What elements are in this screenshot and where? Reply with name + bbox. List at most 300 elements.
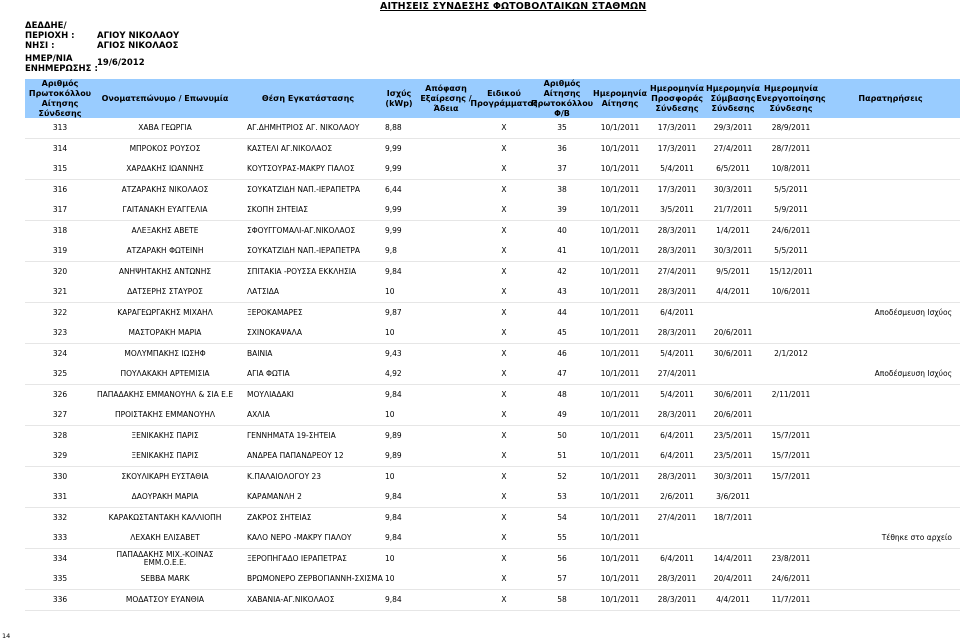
cell-fb-no: 57 (557, 573, 567, 583)
cell-location: ΚΟΥΤΣΟΥΡΑΣ-ΜΑΚΡΥ ΓΙΑΛΟΣ (247, 163, 355, 173)
cell-fb-no: 43 (557, 286, 567, 296)
cell-decision (417, 467, 475, 487)
cell-date-contract: 4/4/2011 (716, 286, 750, 296)
cell-decision (417, 385, 475, 405)
cell-decision (417, 303, 475, 323)
cell-power: 10 (385, 573, 395, 583)
cell-notes (821, 385, 960, 405)
cell-name: ΜΠΡΟΚΟΣ ΡΟΥΣΟΣ (129, 143, 201, 153)
cell-decision (417, 282, 475, 302)
table-row (25, 528, 960, 548)
col-name-header: Ονοματεπώνυμο / Επωνυμία (101, 93, 229, 103)
cell-date-contract (705, 303, 761, 323)
cell-date-activation: 10/8/2011 (771, 163, 811, 173)
cell-power: 9,89 (385, 430, 402, 440)
cell-program: Χ (501, 368, 507, 378)
table-header (25, 79, 960, 118)
cell-date-request: 10/1/2011 (600, 204, 640, 214)
cell-date-request: 10/1/2011 (600, 471, 640, 481)
cell-date-request: 10/1/2011 (600, 409, 640, 419)
cell-notes (821, 221, 960, 241)
cell-name: ΑΤΖΑΡΑΚΗΣ ΝΙΚΟΛΑΟΣ (121, 184, 209, 194)
cell-request-no: 330 (52, 471, 68, 481)
cell-location: ΞΕΡΟΠΗΓΑΔΟ ΙΕΡΑΠΕΤΡΑΣ (247, 553, 347, 563)
cell-date-request: 10/1/2011 (600, 327, 640, 337)
cell-date-request: 10/1/2011 (600, 430, 640, 440)
cell-date-contract: 20/6/2011 (713, 409, 753, 419)
cell-date-activation: 15/7/2011 (771, 471, 811, 481)
cell-date-contract: 27/4/2011 (713, 143, 753, 153)
cell-location: ΒΡΩΜΟΝΕΡΟ ΖΕΡΒΟΓΙΑΝΝΗ-ΣΧΙΣΜΑ (247, 573, 383, 583)
cell-request-no: 321 (52, 286, 68, 296)
cell-date-contract: 1/4/2011 (716, 225, 750, 235)
cell-location: ΓΕΝΝΗΜΑΤΑ 19-ΣΗΤΕΙΑ (247, 430, 336, 440)
cell-date-offer: 28/3/2011 (657, 471, 697, 481)
cell-name: ΞΕΝΙΚΑΚΗΣ ΠΑΡΙΣ (131, 450, 199, 460)
cell-notes (821, 569, 960, 589)
col-location-header: Θέση Εγκατάστασης (261, 93, 355, 103)
cell-date-request: 10/1/2011 (600, 573, 640, 583)
cell-decision (417, 508, 475, 528)
cell-date-activation (761, 528, 821, 548)
cell-date-contract: 4/4/2011 (716, 594, 750, 604)
cell-date-request: 10/1/2011 (600, 163, 640, 173)
cell-name: ΧΑΡΔΑΚΗΣ ΙΩΑΝΝΗΣ (126, 163, 204, 173)
cell-date-activation: 2/1/2012 (774, 348, 808, 358)
cell-request-no: 323 (52, 327, 68, 337)
cell-date-contract: 20/6/2011 (713, 327, 753, 337)
table-row (25, 200, 960, 220)
table-row (25, 221, 960, 241)
cell-location: ΑΓΙΑ ΦΩΤΙΑ (247, 368, 290, 378)
cell-date-request: 10/1/2011 (600, 512, 640, 522)
cell-date-request: 10/1/2011 (600, 348, 640, 358)
cell-location: ΑΧΛΙΑ (247, 409, 270, 419)
cell-date-activation: 5/5/2011 (774, 245, 808, 255)
nisi-label: ΝΗΣΙ : (25, 41, 55, 51)
cell-decision (417, 364, 475, 384)
cell-date-activation: 24/6/2011 (771, 225, 811, 235)
table-row (25, 569, 960, 589)
col-power-header: Ισχύς (kWp) (385, 88, 413, 108)
cell-date-offer: 3/5/2011 (660, 204, 694, 214)
cell-program: Χ (501, 389, 507, 399)
cell-date-offer (649, 528, 705, 548)
cell-name: ΔΑΟΥΡΑΚΗ ΜΑΡΙΑ (131, 491, 199, 501)
cell-name: ΠΡΟΙΣΤΑΚΗΣ ΕΜΜΑΝΟΥΗΛ (114, 409, 216, 419)
cell-fb-no: 45 (557, 327, 567, 337)
cell-power: 9,99 (385, 225, 402, 235)
table-row (25, 446, 960, 466)
cell-request-no: 313 (52, 122, 68, 132)
cell-program: Χ (501, 122, 507, 132)
cell-program: Χ (501, 491, 507, 501)
cell-program: Χ (501, 184, 507, 194)
cell-program: Χ (501, 348, 507, 358)
cell-location: Κ.ΠΑΛΑΙΟΛΟΓΟΥ 23 (247, 471, 322, 481)
cell-date-request: 10/1/2011 (600, 532, 640, 542)
cell-program: Χ (501, 471, 507, 481)
col-date-request-header: Ημερομηνία Αίτησης (593, 88, 647, 108)
cell-date-activation (761, 487, 821, 507)
col-request-no-header: Αριθμός Πρωτοκόλλου Αίτησης Σύνδεσης (28, 78, 92, 118)
cell-request-no: 334 (52, 553, 68, 563)
cell-location: ΑΓ.ΔΗΜΗΤΡΙΟΣ ΑΓ. ΝΙΚΟΛΑΟΥ (247, 122, 360, 132)
cell-request-no: 333 (52, 532, 68, 542)
cell-program: Χ (501, 553, 507, 563)
table-row (25, 590, 960, 610)
cell-date-activation: 10/6/2011 (771, 286, 811, 296)
cell-date-offer: 28/3/2011 (657, 409, 697, 419)
cell-name: ΠΑΠΑΔΑΚΗΣ ΕΜΜΑΝΟΥΗΛ & ΣΙΑ Ε.Ε (96, 389, 234, 399)
cell-date-request: 10/1/2011 (600, 491, 640, 501)
cell-power: 4,92 (385, 368, 402, 378)
cell-power: 9,99 (385, 163, 402, 173)
cell-request-no: 332 (52, 512, 68, 522)
cell-date-offer: 28/3/2011 (657, 573, 697, 583)
cell-notes (821, 487, 960, 507)
cell-request-no: 317 (52, 204, 68, 214)
table-row (25, 282, 960, 302)
cell-name: ΜΟΔΑΤΣΟΥ ΕΥΑΝΘΙΑ (125, 594, 205, 604)
cell-decision (417, 241, 475, 261)
cell-date-request: 10/1/2011 (600, 450, 640, 460)
cell-fb-no: 36 (557, 143, 567, 153)
cell-date-contract: 23/5/2011 (713, 430, 753, 440)
col-date-offer-header: Ημερομηνία Προσφοράς Σύνδεσης (650, 83, 704, 113)
cell-date-request: 10/1/2011 (600, 389, 640, 399)
cell-date-offer: 17/3/2011 (657, 143, 697, 153)
col-fb-no-header: Αριθμός Αίτησης Πρωτοκόλλου Φ/Β (530, 78, 594, 118)
cell-date-activation (761, 303, 821, 323)
cell-notes (821, 262, 960, 282)
cell-name: ΔΑΤΣΕΡΗΣ ΣΤΑΥΡΟΣ (127, 286, 203, 296)
periochi-label: ΠΕΡΙΟΧΗ : (25, 31, 75, 41)
cell-date-activation: 28/9/2011 (771, 122, 811, 132)
cell-date-activation: 15/7/2011 (771, 450, 811, 460)
cell-power: 10 (385, 471, 395, 481)
cell-name: ΜΑΣΤΟΡΑΚΗ ΜΑΡΙΑ (128, 327, 202, 337)
cell-notes (821, 241, 960, 261)
cell-fb-no: 49 (557, 409, 567, 419)
cell-name: ΣΚΟΥΛΙΚΑΡΗ ΕΥΣΤΑΘΙΑ (121, 471, 209, 481)
cell-request-no: 319 (52, 245, 68, 255)
cell-date-contract: 30/6/2011 (713, 348, 753, 358)
table-row (25, 467, 960, 487)
cell-date-request: 10/1/2011 (600, 184, 640, 194)
col-program-header: Ειδικού Προγράμματος (470, 88, 538, 108)
cell-program: Χ (501, 163, 507, 173)
cell-request-no: 320 (52, 266, 68, 276)
cell-power: 9,43 (385, 348, 402, 358)
cell-program: Χ (501, 266, 507, 276)
cell-power: 6,44 (385, 184, 402, 194)
cell-name: ΜΟΛΥΜΠΑΚΗΣ ΙΩΣΗΦ (124, 348, 206, 358)
cell-request-no: 318 (52, 225, 68, 235)
cell-date-activation: 11/7/2011 (771, 594, 811, 604)
cell-power: 8,88 (385, 122, 402, 132)
cell-fb-no: 52 (557, 471, 567, 481)
cell-date-request: 10/1/2011 (600, 122, 640, 132)
col-decision-header: Απόφαση Εξαίρεσης / Άδεια (420, 83, 472, 113)
cell-program: Χ (501, 327, 507, 337)
table-row (25, 262, 960, 282)
cell-date-request: 10/1/2011 (600, 225, 640, 235)
table-row (25, 303, 960, 323)
cell-program: Χ (501, 594, 507, 604)
cell-notes (821, 282, 960, 302)
cell-name: ΓΑΙΤΑΝΑΚΗ ΕΥΑΓΓΕΛΙΑ (122, 204, 208, 214)
cell-request-no: 324 (52, 348, 68, 358)
cell-request-no: 316 (52, 184, 68, 194)
cell-date-offer: 6/4/2011 (660, 307, 694, 317)
cell-request-no: 329 (52, 450, 68, 460)
cell-name: ΚΑΡΑΓΕΩΡΓΑΚΗΣ ΜΙΧΑΗΛ (117, 307, 213, 317)
cell-location: ΣΚΟΠΗ ΣΗΤΕΙΑΣ (247, 204, 309, 214)
cell-notes (821, 590, 960, 610)
cell-date-activation: 23/8/2011 (771, 553, 811, 563)
cell-decision (417, 549, 475, 569)
cell-date-request: 10/1/2011 (600, 245, 640, 255)
cell-decision (417, 180, 475, 200)
cell-power: 9,84 (385, 512, 402, 522)
cell-decision (417, 139, 475, 159)
cell-location: ΚΑΣΤΕΛΙ ΑΓ.ΝΙΚΟΛΑΟΣ (247, 143, 333, 153)
periochi-value: ΑΓΙΟΥ ΝΙΚΟΛΑΟΥ (97, 31, 180, 41)
cell-request-no: 331 (52, 491, 68, 501)
report-title: ΑΙΤΗΣΕΙΣ ΣΥΝΔΕΣΗΣ ΦΩΤΟΒΟΛΤΑΙΚΩΝ ΣΤΑΘΜΩΝ (380, 1, 647, 12)
table-row (25, 344, 960, 364)
cell-date-offer: 17/3/2011 (657, 122, 697, 132)
table-row (25, 323, 960, 343)
cell-decision (417, 528, 475, 548)
cell-name: SEBBA MARK (140, 573, 190, 583)
cell-date-contract: 20/4/2011 (713, 573, 753, 583)
cell-date-activation (761, 364, 821, 384)
cell-location: ΧΑΒΑΝΙΑ-ΑΓ.ΝΙΚΟΛΑΟΣ (247, 594, 335, 604)
cell-notes (821, 467, 960, 487)
col-notes-header: Παρατηρήσεις (858, 93, 923, 103)
cell-decision (417, 262, 475, 282)
cell-date-contract: 9/5/2011 (716, 266, 750, 276)
cell-decision (417, 487, 475, 507)
page-number: 14 (2, 632, 11, 640)
cell-program: Χ (501, 245, 507, 255)
cell-date-offer: 28/3/2011 (657, 594, 697, 604)
cell-notes (821, 446, 960, 466)
cell-date-activation: 15/7/2011 (771, 430, 811, 440)
cell-date-request: 10/1/2011 (600, 307, 640, 317)
cell-program: Χ (501, 204, 507, 214)
cell-request-no: 325 (52, 368, 68, 378)
dede-label: ΔΕΔΔΗΕ/ (25, 21, 67, 31)
cell-request-no: 328 (52, 430, 68, 440)
cell-notes (821, 159, 960, 179)
cell-fb-no: 37 (557, 163, 567, 173)
nisi-value: ΑΓΙΟΣ ΝΙΚΟΛΑΟΣ (97, 41, 179, 51)
cell-date-contract: 18/7/2011 (713, 512, 753, 522)
cell-request-no: 335 (52, 573, 68, 583)
cell-notes: Αποδέσμευση Ισχύος (874, 368, 952, 378)
cell-power: 9,89 (385, 450, 402, 460)
cell-decision (417, 323, 475, 343)
cell-location: ΑΝΔΡΕΑ ΠΑΠΑΝΔΡΕΟΥ 12 (247, 450, 344, 460)
table-row (25, 241, 960, 261)
table-row (25, 549, 960, 569)
cell-date-offer: 28/3/2011 (657, 286, 697, 296)
cell-fb-no: 41 (557, 245, 567, 255)
cell-request-no: 315 (52, 163, 68, 173)
cell-decision (417, 344, 475, 364)
cell-date-request: 10/1/2011 (600, 368, 640, 378)
table-row (25, 139, 960, 159)
date-value: 19/6/2012 (97, 58, 145, 68)
cell-request-no: 322 (52, 307, 68, 317)
cell-notes (821, 118, 960, 138)
cell-power: 9,84 (385, 491, 402, 501)
cell-date-contract: 30/3/2011 (713, 471, 753, 481)
cell-date-offer: 5/4/2011 (660, 163, 694, 173)
cell-location: ΣΠΙΤΑΚΙΑ -ΡΟΥΣΣΑ ΕΚΚΛΗΣΙΑ (247, 266, 357, 276)
row-divider (25, 610, 960, 611)
cell-name: ΑΝΗΨΗΤΑΚΗΣ ΑΝΤΩΝΗΣ (118, 266, 212, 276)
cell-program: Χ (501, 286, 507, 296)
cell-date-offer: 5/4/2011 (660, 389, 694, 399)
table-row (25, 508, 960, 528)
cell-date-activation: 2/11/2011 (771, 389, 811, 399)
cell-power: 9,99 (385, 204, 402, 214)
cell-program: Χ (501, 430, 507, 440)
cell-decision (417, 159, 475, 179)
cell-fb-no: 40 (557, 225, 567, 235)
cell-program: Χ (501, 512, 507, 522)
cell-decision (417, 221, 475, 241)
cell-fb-no: 47 (557, 368, 567, 378)
cell-request-no: 327 (52, 409, 68, 419)
cell-location: ΜΟΥΛΙΑΔΑΚΙ (247, 389, 294, 399)
cell-notes (821, 139, 960, 159)
cell-date-offer: 28/3/2011 (657, 225, 697, 235)
cell-decision (417, 200, 475, 220)
cell-notes: Τέθηκε στο αρχείο (881, 532, 952, 542)
cell-notes (821, 344, 960, 364)
cell-decision (417, 405, 475, 425)
cell-fb-no: 42 (557, 266, 567, 276)
table-row (25, 426, 960, 446)
cell-date-activation: 5/5/2011 (774, 184, 808, 194)
cell-date-contract: 21/7/2011 (713, 204, 753, 214)
cell-power: 9,87 (385, 307, 402, 317)
cell-notes (821, 549, 960, 569)
cell-program: Χ (501, 225, 507, 235)
cell-date-offer: 27/4/2011 (657, 512, 697, 522)
cell-name: ΧΑΒΑ ΓΕΩΡΓΙΑ (138, 122, 192, 132)
cell-date-activation (761, 405, 821, 425)
cell-name: ΚΑΡΑΚΩΣΤΑΝΤΑΚΗ ΚΑΛΛΙΟΠΗ (108, 512, 222, 522)
cell-name: ΠΟΥΛΑΚΑΚΗ ΑΡΤΕΜΙΣΙΑ (120, 368, 210, 378)
cell-power: 10 (385, 409, 395, 419)
cell-power: 9,8 (385, 245, 397, 255)
cell-location: ΚΑΛΟ ΝΕΡΟ -ΜΑΚΡΥ ΓΙΑΛΟΥ (247, 532, 352, 542)
cell-fb-no: 44 (557, 307, 567, 317)
cell-location: ΞΕΡΟΚΑΜΑΡΕΣ (247, 307, 303, 317)
cell-fb-no: 58 (557, 594, 567, 604)
cell-date-activation: 5/9/2011 (774, 204, 808, 214)
cell-date-activation (761, 508, 821, 528)
cell-fb-no: 35 (557, 122, 567, 132)
cell-name: ΑΛΕΞΑΚΗΣ ΑΒΕΤΕ (131, 225, 199, 235)
cell-program: Χ (501, 143, 507, 153)
cell-decision (417, 118, 475, 138)
cell-date-request: 10/1/2011 (600, 266, 640, 276)
cell-date-activation (761, 323, 821, 343)
cell-program: Χ (501, 532, 507, 542)
cell-location: ΣΟΥΚΑΤΖΙΔΗ ΝΑΠ.-ΙΕΡΑΠΕΤΡΑ (247, 184, 361, 194)
table-row (25, 385, 960, 405)
cell-notes (821, 200, 960, 220)
cell-date-offer: 6/4/2011 (660, 450, 694, 460)
cell-location: ΚΑΡΑΜΑΝΛΗ 2 (247, 491, 302, 501)
table-row (25, 487, 960, 507)
cell-power: 9,84 (385, 532, 402, 542)
cell-date-request: 10/1/2011 (600, 553, 640, 563)
cell-program: Χ (501, 450, 507, 460)
table-row (25, 405, 960, 425)
cell-location: ΒΑΙΝΙΑ (247, 348, 273, 358)
cell-fb-no: 55 (557, 532, 567, 542)
cell-date-activation: 24/6/2011 (771, 573, 811, 583)
cell-date-offer: 5/4/2011 (660, 348, 694, 358)
cell-date-contract: 30/6/2011 (713, 389, 753, 399)
cell-date-contract: 30/3/2011 (713, 184, 753, 194)
cell-fb-no: 51 (557, 450, 567, 460)
cell-date-request: 10/1/2011 (600, 286, 640, 296)
cell-date-activation: 15/12/2011 (769, 266, 813, 276)
cell-location: ΣΧΙΝΟΚΑΨΑΛΑ (247, 327, 302, 337)
cell-date-offer: 6/4/2011 (660, 430, 694, 440)
table-row (25, 118, 960, 138)
cell-date-contract: 14/4/2011 (713, 553, 753, 563)
table-row (25, 180, 960, 200)
cell-notes: Αποδέσμευση Ισχύος (874, 307, 952, 317)
col-date-activation-header: Ημερομηνία Ενεργοποίησης Σύνδεσης (756, 83, 826, 113)
cell-program: Χ (501, 573, 507, 583)
cell-date-offer: 27/4/2011 (657, 368, 697, 378)
cell-fb-no: 39 (557, 204, 567, 214)
cell-decision (417, 426, 475, 446)
cell-date-contract (705, 528, 761, 548)
cell-fb-no: 54 (557, 512, 567, 522)
cell-power: 9,84 (385, 266, 402, 276)
cell-date-request: 10/1/2011 (600, 143, 640, 153)
cell-name: ΞΕΝΙΚΑΚΗΣ ΠΑΡΙΣ (131, 430, 199, 440)
cell-date-offer: 28/3/2011 (657, 327, 697, 337)
cell-name: ΠΑΠΑΔΑΚΗΣ ΜΙΧ.-ΚΟΙΝΑΣ ΕΜΜ.Ο.Ε.Ε. (116, 549, 214, 567)
cell-power: 9,84 (385, 594, 402, 604)
cell-notes (821, 323, 960, 343)
cell-power: 9,84 (385, 389, 402, 399)
cell-program: Χ (501, 409, 507, 419)
cell-date-contract: 29/3/2011 (713, 122, 753, 132)
cell-request-no: 336 (52, 594, 68, 604)
cell-date-contract (705, 364, 761, 384)
cell-date-offer: 17/3/2011 (657, 184, 697, 194)
cell-date-activation: 28/7/2011 (771, 143, 811, 153)
cell-request-no: 314 (52, 143, 68, 153)
cell-date-contract: 3/6/2011 (716, 491, 750, 501)
cell-notes (821, 426, 960, 446)
cell-date-offer: 27/4/2011 (657, 266, 697, 276)
